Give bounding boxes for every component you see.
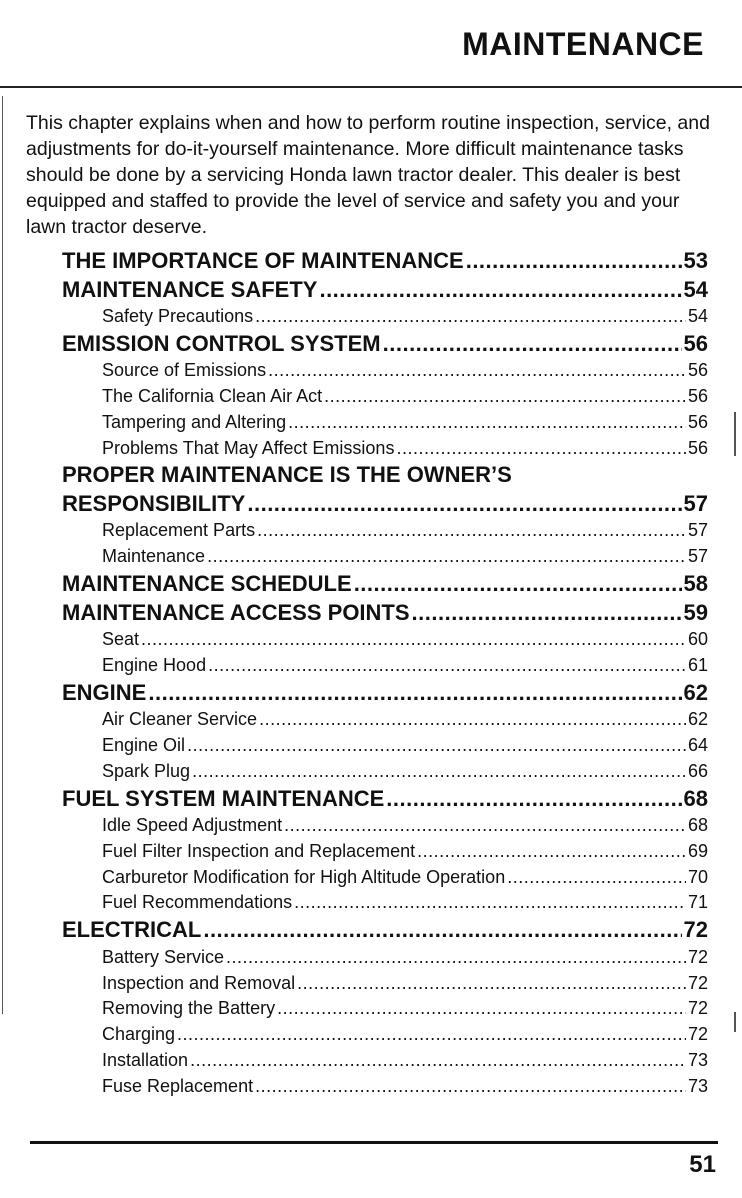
dot-leader (386, 785, 681, 814)
toc-entry-label: Maintenance (102, 546, 206, 567)
toc-entry-page: 72 (687, 946, 708, 967)
toc-entry-page: 57 (687, 520, 708, 541)
toc-entry-label: Fuel Recommendations (102, 892, 293, 913)
toc-entry-label: FUEL SYSTEM MAINTENANCE (62, 785, 385, 811)
toc-subsection-entry (62, 436, 708, 462)
toc-section-entry (62, 785, 708, 814)
toc-entry-page: 70 (687, 866, 708, 887)
toc-subsection-entry (62, 1048, 708, 1074)
toc-entry-label: Carburetor Modification for High Altitude Operation (102, 866, 506, 887)
page-title: MAINTENANCE (462, 26, 704, 62)
dot-leader (466, 247, 682, 276)
toc-entry-page: 72 (683, 917, 708, 943)
toc-entry-page: 72 (687, 972, 708, 993)
dot-leader (192, 759, 686, 785)
dot-leader (259, 707, 686, 733)
toc-entry-page: 73 (687, 1049, 708, 1070)
toc-entry-label: Inspection and Removal (102, 972, 296, 993)
toc-entry-page: 56 (687, 437, 708, 458)
toc-entry-label: Fuel Filter Inspection and Replacement (102, 840, 416, 861)
toc-section-entry (62, 679, 708, 708)
toc-entry-page: 58 (683, 571, 708, 597)
toc-entry-label: ELECTRICAL (62, 917, 202, 943)
dot-leader (203, 916, 681, 945)
dot-leader (255, 304, 686, 330)
toc-entry-page: 66 (687, 760, 708, 781)
toc-entry-page: 71 (687, 892, 708, 913)
dot-leader (277, 996, 686, 1022)
dot-leader (417, 839, 686, 865)
dot-leader (257, 518, 686, 544)
dot-leader (255, 1074, 686, 1100)
toc-subsection-entry (62, 518, 708, 544)
toc-subsection-entry (62, 945, 708, 971)
intro-paragraph: This chapter explains when and how to perform routine inspection, service, and adjustments for do-it-yourself maintenance. More difficult maintenance tasks should be done by a servicing Honda lawn tractor dealer. This dealer is best equipped and staffed to provide the level of service and safety you and your lawn tractor deserve. (26, 112, 710, 238)
toc-subsection-entry (62, 890, 708, 916)
toc-entry-label: Safety Precautions (102, 306, 254, 326)
toc-entry-label: Replacement Parts (102, 520, 256, 541)
toc-subsection-entry (62, 544, 708, 570)
toc-entry-page: 72 (687, 998, 708, 1019)
toc-entry-label: Fuse Replacement (102, 1075, 254, 1096)
toc-entry-label: Battery Service (102, 946, 225, 967)
toc-entry-label: MAINTENANCE SAFETY (62, 276, 318, 302)
toc-entry-page: 62 (683, 679, 708, 705)
toc-entry-page: 56 (687, 411, 708, 432)
toc-entry-label: MAINTENANCE ACCESS POINTS (62, 599, 410, 625)
dot-leader (141, 627, 686, 653)
page-number: 51 (689, 1151, 716, 1178)
dot-leader (319, 276, 681, 305)
toc-subsection-entry (62, 839, 708, 865)
toc-entry-label: Engine Oil (102, 734, 186, 755)
toc-entry-label: Seat (102, 629, 140, 650)
dot-leader (297, 971, 686, 997)
toc-entry-page: 68 (683, 785, 708, 811)
dot-leader (208, 653, 686, 679)
toc-entry-label: Removing the Battery (102, 998, 276, 1019)
toc-subsection-entry (62, 759, 708, 785)
toc-entry-page: 54 (687, 306, 708, 326)
toc-subsection-entry (62, 733, 708, 759)
toc-entry-label: RESPONSIBILITY (62, 490, 246, 516)
toc-entry-label: Source of Emissions (102, 360, 267, 381)
toc-entry-label: Engine Hood (102, 654, 207, 675)
toc-subsection-entry (62, 996, 708, 1022)
toc-entry-label: Charging (102, 1024, 176, 1045)
dot-leader (383, 330, 682, 359)
toc-entry-page: 68 (687, 815, 708, 836)
toc-entry-label: ENGINE (62, 679, 147, 705)
toc-entry-label: The California Clean Air Act (102, 386, 323, 407)
dot-leader (207, 544, 686, 570)
toc-entry-label: MAINTENANCE SCHEDULE (62, 571, 352, 597)
header-rule (0, 86, 742, 88)
toc-entry-page: 62 (687, 709, 708, 730)
dot-leader (148, 679, 681, 708)
toc-entry-page: 53 (683, 248, 708, 273)
toc-subsection-entry (62, 865, 708, 891)
toc-subsection-entry (62, 971, 708, 997)
toc-section-entry (62, 276, 708, 305)
toc-entry-page: 69 (687, 840, 708, 861)
toc-subsection-entry (62, 304, 708, 330)
toc-entry-label: Air Cleaner Service (102, 709, 258, 730)
toc-section-entry (62, 916, 708, 945)
toc-section-entry (62, 490, 708, 519)
dot-leader (226, 945, 686, 971)
toc-section-entry (62, 330, 708, 359)
toc-entry-label: Problems That May Affect Emissions (102, 437, 395, 458)
toc-entry-page: 57 (683, 490, 708, 516)
toc-entry-page: 60 (687, 629, 708, 650)
toc-entry-label: Installation (102, 1049, 189, 1070)
toc-heading: PROPER MAINTENANCE IS THE OWNER’S (62, 462, 512, 488)
toc-entry-label: EMISSION CONTROL SYSTEM (62, 330, 381, 356)
toc-entry-page: 54 (683, 276, 708, 302)
dot-leader (396, 436, 686, 462)
toc-entry-page: 57 (687, 546, 708, 567)
table-of-contents (62, 247, 708, 1100)
toc-subsection-entry (62, 384, 708, 410)
toc-entry-page: 56 (687, 386, 708, 407)
toc-section-entry (62, 599, 708, 628)
toc-entry-page: 56 (683, 330, 708, 356)
dot-leader (268, 358, 686, 384)
dot-leader (507, 865, 686, 891)
toc-subsection-entry (62, 410, 708, 436)
toc-section-entry (62, 570, 708, 599)
toc-subsection-entry (62, 627, 708, 653)
dot-leader (412, 599, 682, 628)
toc-subsection-entry (62, 1022, 708, 1048)
dot-leader (177, 1022, 686, 1048)
toc-subsection-entry (62, 813, 708, 839)
toc-entry-label: Idle Speed Adjustment (102, 815, 283, 836)
right-margin-mark (734, 412, 736, 456)
dot-leader (294, 890, 686, 916)
footer-rule (30, 1141, 718, 1144)
toc-entry-page: 73 (687, 1075, 708, 1096)
toc-entry-page: 56 (687, 360, 708, 381)
toc-section-entry (62, 247, 708, 276)
dot-leader (288, 410, 686, 436)
right-margin-mark (734, 1012, 736, 1032)
dot-leader (247, 490, 681, 519)
toc-entry-page: 61 (687, 654, 708, 675)
toc-entry-label: THE IMPORTANCE OF MAINTENANCE (62, 248, 464, 273)
toc-entry-page: 59 (683, 599, 708, 625)
dot-leader (190, 1048, 686, 1074)
dot-leader (324, 384, 686, 410)
toc-entry-page: 72 (687, 1024, 708, 1045)
dot-leader (354, 570, 682, 599)
toc-subsection-entry (62, 1074, 708, 1100)
toc-entry-label: Tampering and Altering (102, 411, 287, 432)
toc-entry-label: Spark Plug (102, 760, 191, 781)
dot-leader (284, 813, 686, 839)
dot-leader (187, 733, 686, 759)
toc-subsection-entry (62, 653, 708, 679)
toc-entry-page: 64 (687, 734, 708, 755)
left-margin-rule (2, 96, 3, 1014)
toc-subsection-entry (62, 707, 708, 733)
toc-subsection-entry (62, 358, 708, 384)
